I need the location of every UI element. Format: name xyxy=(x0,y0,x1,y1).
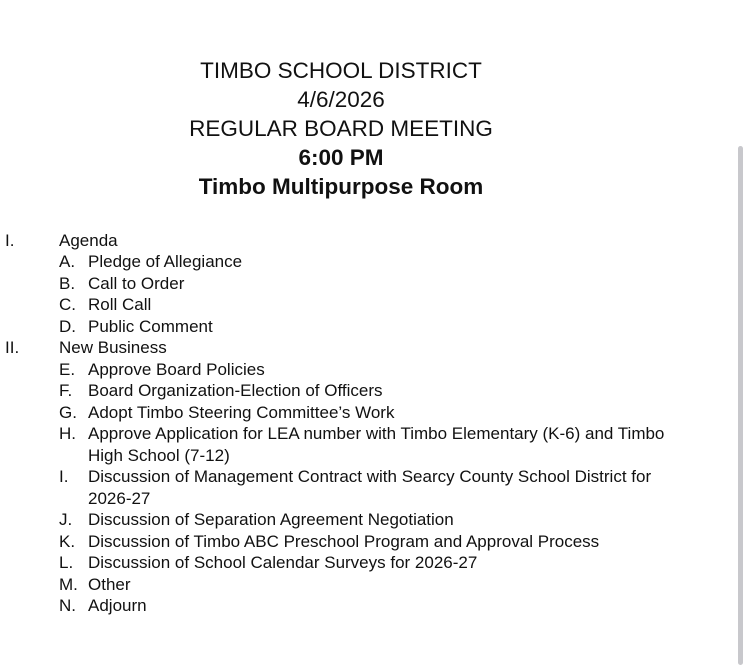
section-numeral: II. xyxy=(5,338,20,357)
item-text: Approve Application for LEA number with Timbo Elementary (K-6) and Timbo High School (7-12) xyxy=(88,424,665,465)
item-letter: K. xyxy=(59,531,76,551)
item-text: Board Organization-Election of Officers xyxy=(88,381,383,400)
document-header xyxy=(0,56,682,201)
meeting-date: 4/6/2026 xyxy=(297,87,385,112)
item-text: Call to Order xyxy=(88,273,185,293)
item-text: Roll Call xyxy=(88,295,152,314)
item-text: Other xyxy=(88,574,131,594)
meeting-location: Timbo Multipurpose Room xyxy=(198,174,484,199)
item-text: Adjourn xyxy=(88,596,147,615)
item-letter: L. xyxy=(59,553,74,572)
section-numeral: I. xyxy=(5,231,15,250)
list-item xyxy=(59,595,699,617)
item-text: Pledge of Allegiance xyxy=(88,252,243,271)
item-letter: B. xyxy=(59,273,76,293)
list-item xyxy=(59,359,699,381)
list-item xyxy=(59,273,699,295)
list-item xyxy=(59,294,699,316)
item-letter: C. xyxy=(59,295,76,314)
item-letter: G. xyxy=(59,402,77,422)
item-text: Discussion of School Calendar Surveys for 2026-27 xyxy=(88,553,478,572)
vertical-scrollbar[interactable] xyxy=(738,146,743,665)
list-item xyxy=(59,552,699,574)
list-item xyxy=(59,251,699,273)
list-item xyxy=(59,509,699,531)
item-letter: N. xyxy=(59,596,76,615)
section-title: Agenda xyxy=(59,231,118,250)
item-letter: H. xyxy=(59,424,76,443)
item-letter: F. xyxy=(59,381,73,400)
item-text: Discussion of Management Contract with Searcy County School District for 2026-27 xyxy=(88,467,652,508)
list-item xyxy=(59,423,699,466)
item-letter: J. xyxy=(59,510,73,529)
meeting-type: REGULAR BOARD MEETING xyxy=(189,116,493,141)
item-letter: E. xyxy=(59,359,76,379)
list-item xyxy=(59,466,699,509)
section-title: New Business xyxy=(59,338,167,357)
list-item xyxy=(59,380,699,402)
list-item xyxy=(59,574,699,596)
meeting-time: 6:00 PM xyxy=(298,145,384,170)
item-text: Discussion of Timbo ABC Preschool Program and Approval Process xyxy=(88,531,600,551)
item-letter: I. xyxy=(59,467,69,486)
item-letter: M. xyxy=(59,574,78,594)
district-name: TIMBO SCHOOL DISTRICT xyxy=(200,58,482,83)
item-letter: D. xyxy=(59,316,76,336)
list-item xyxy=(59,531,699,553)
item-text: Adopt Timbo Steering Committee’s Work xyxy=(88,402,395,422)
list-item xyxy=(59,402,699,424)
agenda-list xyxy=(59,251,699,617)
item-text: Public Comment xyxy=(88,316,213,336)
item-text: Approve Board Policies xyxy=(88,359,265,379)
list-item xyxy=(59,316,699,338)
item-text: Discussion of Separation Agreement Negotiation xyxy=(88,510,454,529)
item-letter: A. xyxy=(59,252,76,271)
